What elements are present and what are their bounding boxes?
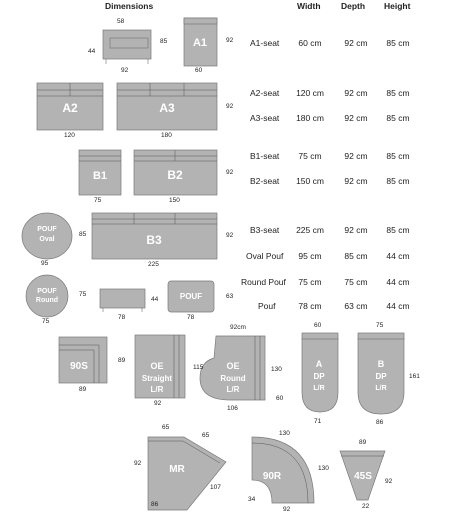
dim-b3-h: 92	[226, 232, 234, 239]
row-height: 85 cm	[386, 38, 410, 48]
row-width: 180 cm	[296, 113, 324, 123]
row-name: B2-seat	[250, 176, 280, 186]
pouf-side-view	[100, 289, 145, 312]
dim-s90-h: 89	[118, 357, 126, 364]
shape-label-a1: A1	[192, 37, 208, 49]
90s-corner-shape	[59, 337, 107, 383]
row-name: Pouf	[258, 301, 276, 311]
dim-a3-w: 180	[161, 132, 172, 139]
row-depth: 92 cm	[344, 151, 368, 161]
row-name: B3-seat	[250, 225, 280, 235]
shape-label-oe-straight-3: L/R	[150, 385, 164, 394]
shape-label-oe-round-3: L/R	[226, 385, 240, 394]
dim-s45-b: 22	[362, 503, 370, 510]
dim-s45-t: 89	[359, 439, 367, 446]
dim-oer-h: 130	[271, 366, 282, 373]
row-depth: 92 cm	[344, 88, 368, 98]
dim-bdp-h: 161	[409, 373, 420, 380]
dim-mr-t2: 65	[202, 432, 210, 439]
row-width: 75 cm	[298, 151, 322, 161]
shape-label-oe-straight-2: Straight	[141, 374, 173, 383]
row-height: 85 cm	[386, 176, 410, 186]
dim-oval-h: 85	[79, 231, 87, 238]
dim-oer-w: 106	[227, 405, 238, 412]
shape-label-oe-round-2: Round	[220, 374, 246, 383]
dim-adp-w: 71	[314, 418, 322, 425]
sofa-side-view	[103, 30, 151, 64]
row-width: 78 cm	[298, 301, 322, 311]
row-width: 150 cm	[296, 176, 324, 186]
dim-a3-h: 92	[226, 103, 234, 110]
width-column-header: Width	[297, 1, 321, 11]
shape-label-s45: 45S	[354, 471, 372, 482]
dim-a2-w: 120	[64, 132, 75, 139]
dim-a1-h: 92	[226, 37, 234, 44]
dim-oes-w: 92	[154, 400, 162, 407]
dim-mr-b: 86	[151, 501, 159, 508]
row-width: 95 cm	[298, 251, 322, 261]
dim-side-d: 92	[121, 67, 129, 74]
row-depth: 75 cm	[344, 277, 368, 287]
row-name: A3-seat	[250, 113, 280, 123]
shape-label-adp-1: A	[315, 359, 323, 369]
row-height: 85 cm	[386, 113, 410, 123]
dim-b2-w: 150	[169, 197, 180, 204]
shape-label-pouf-round-2: Round	[35, 297, 59, 304]
dim-r90-t: 130	[279, 430, 290, 437]
dim-pouf-w: 78	[187, 314, 195, 321]
shape-label-s90: 90S	[70, 361, 88, 372]
dim-b3-w: 225	[148, 261, 159, 268]
shape-label-a3: A3	[159, 101, 175, 115]
row-height: 44 cm	[386, 251, 410, 261]
height-column-header: Height	[384, 1, 411, 11]
shape-label-bdp-3: L/R	[375, 385, 387, 392]
row-width: 225 cm	[296, 225, 324, 235]
shape-label-pouf-oval-2: Oval	[39, 236, 55, 243]
dim-s90-w: 89	[79, 386, 87, 393]
90r-corner-shape	[252, 437, 314, 503]
shape-label-pouf: POUF	[179, 292, 203, 301]
shape-label-adp-3: L/R	[313, 385, 325, 392]
mr-corner-shape	[148, 437, 226, 510]
row-height: 44 cm	[386, 277, 410, 287]
row-name: A2-seat	[250, 88, 280, 98]
row-name: Oval Pouf	[246, 251, 284, 261]
shape-label-r90: 90R	[262, 471, 282, 482]
dim-bdp-w: 86	[376, 419, 384, 426]
row-depth: 92 cm	[344, 225, 368, 235]
dim-round-h: 75	[79, 291, 87, 298]
row-height: 85 cm	[386, 151, 410, 161]
dim-r90-r: 130	[318, 465, 329, 472]
row-depth: 85 cm	[344, 251, 368, 261]
shape-label-bdp-2: DP	[375, 372, 387, 381]
dim-oer-top: 92cm	[230, 324, 246, 331]
dim-stool-w: 78	[118, 314, 126, 321]
dim-mr-r: 107	[210, 484, 221, 491]
row-width: 60 cm	[298, 38, 322, 48]
dim-s45-r: 92	[385, 478, 393, 485]
row-height: 85 cm	[386, 88, 410, 98]
shape-label-b2: B2	[167, 168, 183, 182]
row-width: 120 cm	[296, 88, 324, 98]
dim-pouf-h: 63	[226, 293, 234, 300]
row-depth: 92 cm	[344, 38, 368, 48]
shape-label-bdp-1: B	[377, 359, 385, 369]
row-depth: 63 cm	[344, 301, 368, 311]
dim-adp-top: 60	[314, 322, 322, 329]
shape-label-oe-round-1: OE	[226, 361, 240, 371]
depth-column-header: Depth	[341, 1, 366, 11]
dim-oes-h: 115	[193, 364, 204, 371]
dim-r90-b: 92	[283, 506, 291, 513]
shape-label-a2: A2	[62, 101, 78, 115]
row-depth: 92 cm	[344, 176, 368, 186]
dim-a1-w: 60	[195, 67, 203, 74]
shape-label-b1: B1	[92, 170, 108, 182]
dimensions-heading: Dimensions	[105, 1, 154, 11]
shape-label-adp-2: DP	[313, 372, 325, 381]
shape-label-mr: MR	[169, 464, 185, 475]
shape-label-b3: B3	[146, 233, 162, 247]
dim-b2-h: 92	[226, 169, 234, 176]
shape-label-pouf-round-1: POUF	[37, 288, 57, 295]
row-name: A1-seat	[250, 38, 280, 48]
row-depth: 92 cm	[344, 113, 368, 123]
dim-side-h: 44	[88, 48, 96, 55]
dim-round-w: 75	[42, 318, 50, 325]
row-name: Round Pouf	[241, 277, 286, 287]
round-pouf-shape	[26, 275, 68, 317]
dim-bdp-top: 75	[376, 322, 384, 329]
dim-adp-h: 60	[276, 395, 284, 402]
dim-mr-t1: 65	[162, 424, 170, 431]
dim-side-h2: 85	[160, 38, 168, 45]
shape-label-pouf-oval-1: POUF	[37, 226, 57, 233]
row-height: 85 cm	[386, 225, 410, 235]
row-height: 44 cm	[386, 301, 410, 311]
row-width: 75 cm	[298, 277, 322, 287]
dim-oval-w: 95	[41, 260, 49, 267]
dim-mr-l: 92	[134, 460, 142, 467]
dim-stool-h: 44	[151, 296, 159, 303]
row-name: B1-seat	[250, 151, 280, 161]
dim-b1-w: 75	[94, 197, 102, 204]
dim-r90-c: 34	[248, 496, 256, 503]
dim-side-w: 58	[117, 18, 125, 25]
shape-label-oe-straight-1: OE	[150, 361, 164, 371]
